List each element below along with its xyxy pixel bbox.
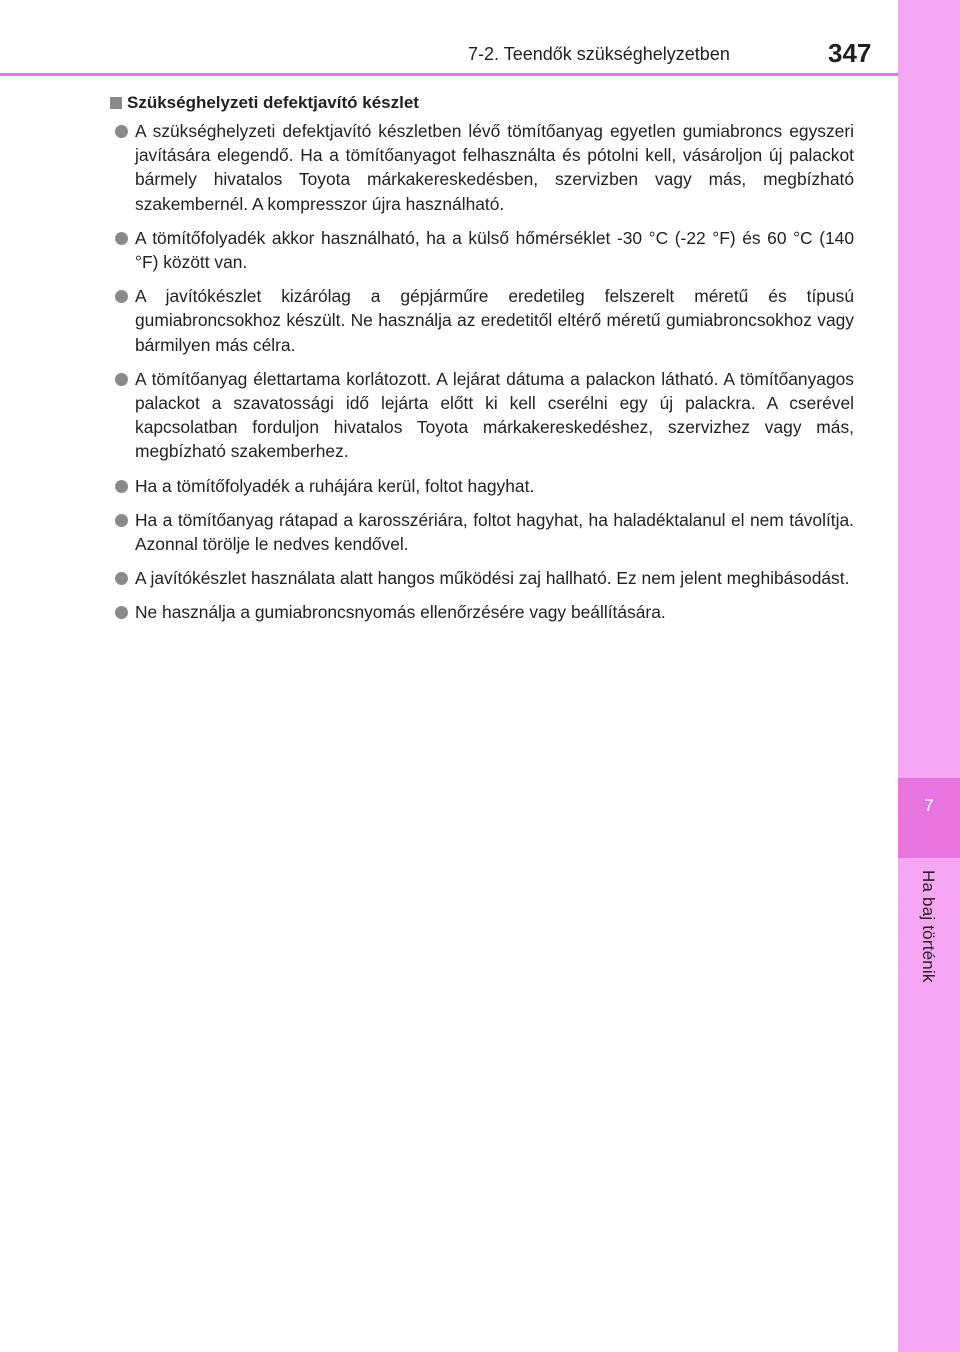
circle-bullet-icon [115,606,128,619]
circle-bullet-icon [115,125,128,138]
chapter-box [898,778,960,858]
list-item [110,474,854,498]
chapter-title: Ha baj történik [919,870,938,983]
list-item-text: A tömítőfolyadék akkor használható, ha a külső hőmérséklet -30 °C (-22 °F) és 60 °C (140 °F) között van. [135,227,854,273]
list-item-text: Ne használja a gumiabroncsnyomás ellenőrzésére vagy beállítására. [135,602,666,623]
list-item [110,119,854,216]
section-header: 7-2. Teendők szükséghelyzetben [468,44,730,64]
list-item-text: A tömítőanyag élettartama korlátozott. A lejárat dátuma a palackon látható. A tömítőanyagos palackot a szavatossági idő lejárta előtt ki kell cserélni egy új palackra. A cserével kapcsolatban forduljon hivatalos Toyota márkakereskedéshez, szervizhez vagy más, megbízható szakemberhez. [135,368,854,462]
header-divider [0,73,898,76]
list-item-text: Ha a tömítőanyag rátapad a karosszériára, foltot hagyhat, ha haladéktalanul el nem távolítja. Azonnal törölje le nedves kendővel. [135,509,854,555]
list-item [110,508,854,556]
square-bullet-icon [110,97,122,109]
list-item [110,367,854,464]
circle-bullet-icon [115,232,128,245]
section-heading [110,91,854,115]
list-item [110,566,854,590]
list-item-text: A szükséghelyzeti defektjavító készletben lévő tömítőanyag egyetlen gumiabroncs egyszeri javítására elegendő. Ha a tömítőanyagot felhasználta és pótolni kell, vásároljon új palackot bármely hivatalos Toyota márkakereskedésben, szervizben vagy más, megbízható szakembernél. A kompresszor újra használható. [135,121,854,214]
list-item [110,600,854,624]
main-content [110,91,854,635]
list-item [110,226,854,274]
circle-bullet-icon [115,514,128,527]
bullet-list [110,119,854,625]
circle-bullet-icon [115,290,128,303]
list-item-text: Ha a tömítőfolyadék a ruhájára kerül, foltot hagyhat. [135,475,535,496]
circle-bullet-icon [115,373,128,386]
side-tab [898,0,960,1352]
list-item-text: A javítókészlet kizárólag a gépjárműre eredetileg felszerelt méretű és típusú gumiabroncsokhoz készült. Ne használja az eredetitől eltérő méretű gumiabroncsokhoz vagy bármilyen más célra. [135,286,854,355]
list-item-text: A javítókészlet használata alatt hangos működési zaj hallható. Ez nem jelent meghibásodást. [135,568,850,589]
circle-bullet-icon [115,572,128,585]
circle-bullet-icon [115,480,128,493]
chapter-number: 7 [924,796,934,815]
section-heading-text: Szükséghelyzeti defektjavító készlet [127,93,419,112]
list-item [110,284,854,357]
page-number: 347 [828,38,872,68]
